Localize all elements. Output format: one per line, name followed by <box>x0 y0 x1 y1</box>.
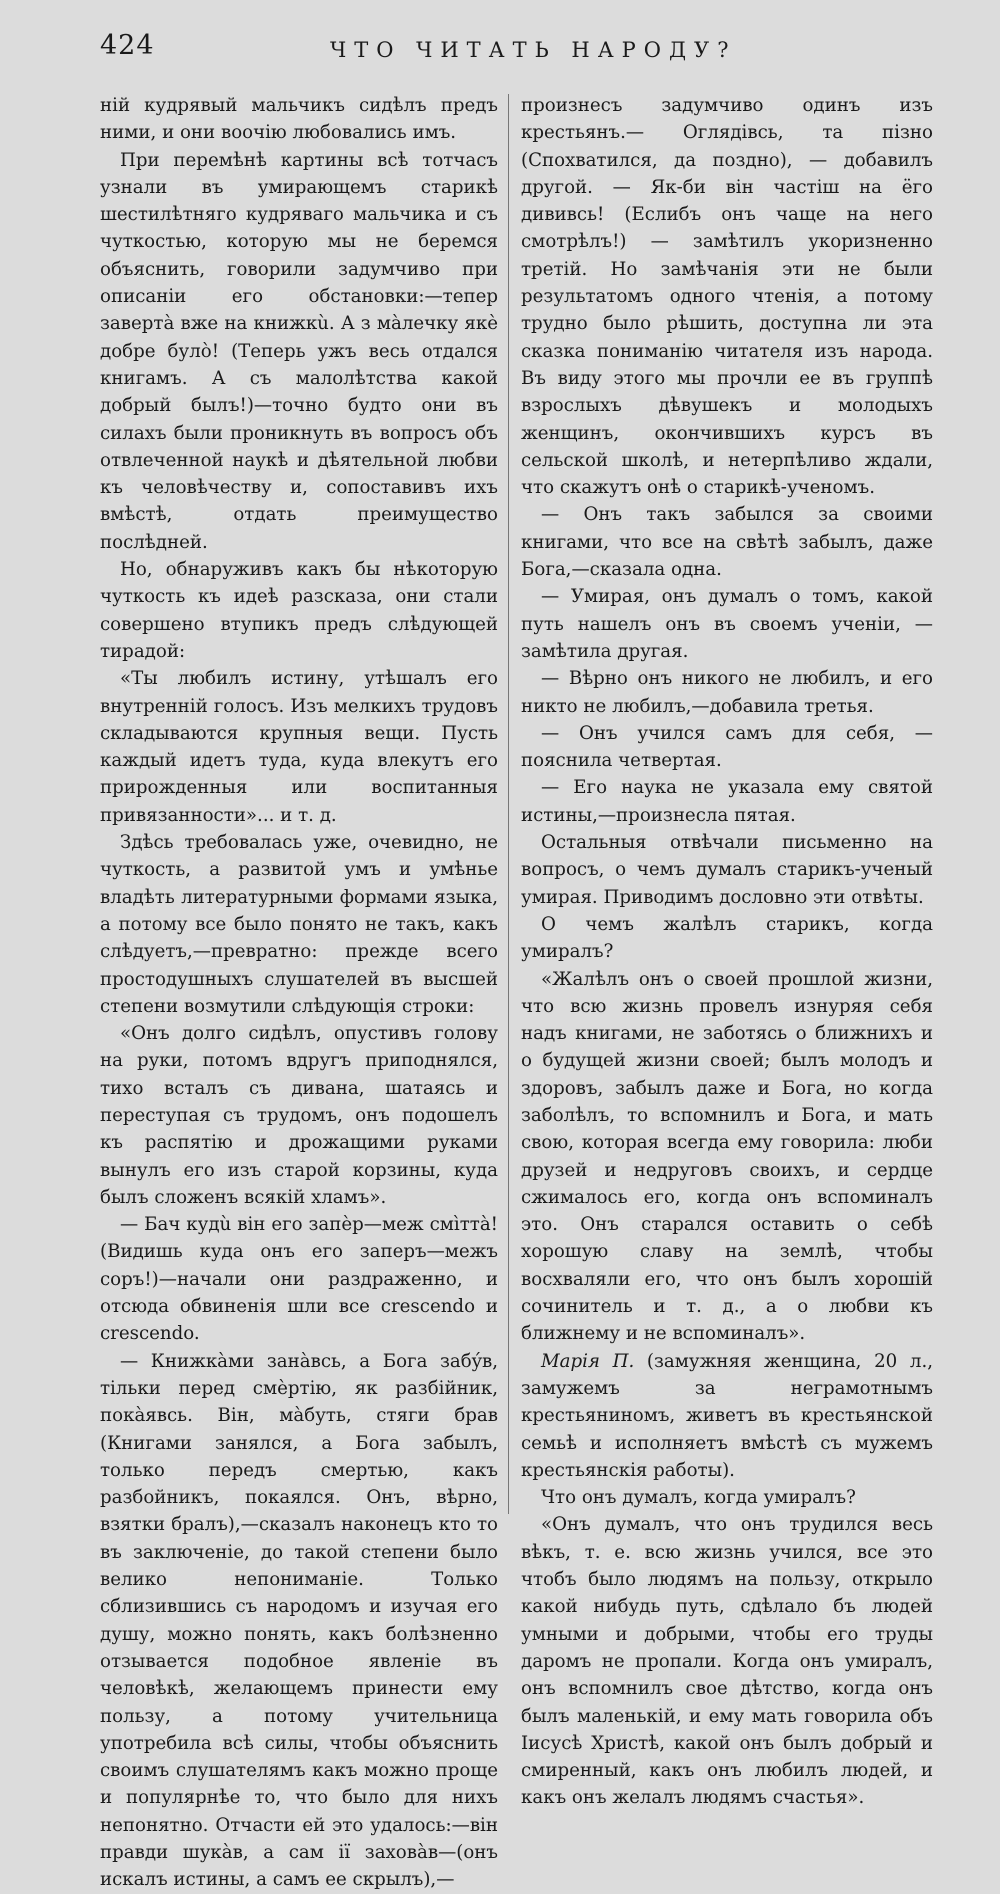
paragraph <box>521 665 933 720</box>
right-column <box>521 92 933 1812</box>
paragraph <box>100 92 498 147</box>
paragraph <box>100 665 498 829</box>
paragraph <box>100 1348 498 1894</box>
paragraph <box>521 720 933 775</box>
paragraph-text: — Онъ учился самъ для себя, — пояснила четвертая. <box>521 722 933 772</box>
column-divider <box>508 94 509 1514</box>
paragraph <box>521 501 933 583</box>
paragraph-text: Остальныя отвѣчали письменно на вопросъ, о чемъ думалъ старикъ-ученый умирая. Приводимъ дословно эти отвѣты. <box>521 832 933 908</box>
paragraph-text: произнесъ задумчиво одинъ изъ крестьянъ.— Оглядівсь, та пізно (Спохватился, да поздно), — добавилъ другой. — Як-би він частіш на ёго дививсь! (Еслибъ онъ чаще на него смотрѣлъ!) — замѣтилъ укоризненно третій. Но замѣчанія эти не были результатомъ одного чтенія, а потому трудно было рѣшить, доступна ли эта сказка пониманію читателя изъ народа. Въ виду этого мы прочли ее въ группѣ взрослыхъ дѣвушекъ и молодыхъ женщинъ, окончившихъ курсъ въ сельской школѣ, и нетерпѣливо ждали, что скажутъ онѣ о старикѣ-ученомъ. <box>521 95 933 499</box>
paragraph-text: О чемъ жалѣлъ старикъ, когда умиралъ? <box>521 913 933 963</box>
signature-name: Марія П. <box>541 1350 635 1372</box>
paragraph <box>100 1211 498 1347</box>
paragraph <box>100 829 498 1020</box>
page-number: 424 <box>100 30 155 61</box>
paragraph-text: Здѣсь требовалась уже, очевидно, не чуткость, а развитой умъ и умѣнье владѣть литературными формами языка, а потому все было понято не такъ, какъ слѣдуетъ,—превратно: прежде всего простодушныхъ слушателей въ высшей степени возмутили слѣдующія строки: <box>100 832 498 1017</box>
paragraph-text: — Бач кудù він его запèр—меж смìттà! (Видишь куда онъ его заперъ—межъ соръ!)—начали они раздраженно, и отсюда обвиненія шли все crescendo и crescendo. <box>100 1214 498 1345</box>
left-column <box>100 92 498 1894</box>
paragraph <box>521 1511 933 1811</box>
paragraph <box>521 92 933 501</box>
running-title: ЧТО ЧИТАТЬ НАРОДУ? <box>330 38 737 62</box>
paragraph-text: «Ты любилъ истину, утѣшалъ его внутренній голосъ. Изъ мелкихъ трудовъ складываются крупныя вещи. Пусть каждый идетъ туда, куда влекутъ его прирожденныя или воспитанныя привязанности»... и т. д. <box>100 668 498 826</box>
paragraph <box>521 966 933 1348</box>
paragraph-text: — Его наука не указала ему святой истины,—произнесла пятая. <box>521 777 933 826</box>
paragraph-text: ній кудрявый мальчикъ сидѣлъ предъ ними, и они воочію любовались имъ. <box>100 95 498 144</box>
paragraph-text: (замужняя женщина, 20 л., замужемъ за неграмотнымъ крестьяниномъ, живетъ въ крестьянской семьѣ и исполняетъ вмѣстѣ съ мужемъ крестьянскія работы). <box>521 1350 934 1481</box>
paragraph <box>100 1020 498 1211</box>
paragraph-text: «Онъ долго сидѣлъ, опустивъ голову на руки, потомъ вдругъ приподнялся, тихо всталъ съ дивана, шатаясь и переступая съ трудомъ, онъ подошелъ къ распятію и дрожащими руками вынулъ его изъ старой корзины, куда былъ сложенъ всякій хламъ». <box>100 1023 498 1208</box>
paragraph-text: Что онъ думалъ, когда умиралъ? <box>541 1487 856 1509</box>
paragraph <box>521 911 933 966</box>
paragraph <box>521 1348 933 1484</box>
paragraph-text: — Онъ такъ забылся за своими книгами, что все на свѣтѣ забылъ, даже Бога,—сказала одна. <box>521 504 933 581</box>
paragraph-text: — Вѣрно онъ никого не любилъ, и его никто не любилъ,—добавила третья. <box>521 668 933 717</box>
paragraph-text: «Жалѣлъ онъ о своей прошлой жизни, что всю жизнь провелъ изнуряя себя надъ книгами, не заботясь о ближнихъ и о будущей жизни своей; былъ молодъ и здоровъ, забылъ даже и Бога, но когда заболѣлъ, то вспомнилъ и Бога, и мать свою, которая всегда ему говорила: люби друзей и недруговъ своихъ, и сердце сжималось его, когда онъ вспоминалъ это. Онъ старался оставить о себѣ хорошую славу на землѣ, чтобы восхваляли его, что онъ былъ хорошій сочинитель и т. д., а о любви къ ближнему и не вспоминалъ». <box>521 968 933 1345</box>
paragraph-text: — Умирая, онъ думалъ о томъ, какой путь нашелъ онъ въ своемъ ученіи, — замѣтила другая. <box>521 586 933 662</box>
paragraph <box>521 583 933 665</box>
paragraph-text: При перемѣнѣ картины всѣ тотчасъ узнали въ умирающемъ старикѣ шестилѣтняго кудряваго мальчика и съ чуткостью, которую мы не беремся объяснить, говорили задумчиво при описаніи его обстановки:—тепер завертà вже на книжкù. А з мàлечку якѐ добре булò! (Теперь ужъ весь отдался книгамъ. А съ малолѣтства какой добрый былъ!)—точно будто они въ силахъ были проникнуть въ вопросъ объ отвлеченной наукѣ и дѣятельной любви къ человѣчеству и, сопоставивъ ихъ вмѣстѣ, отдать преимущество послѣдней. <box>100 149 498 553</box>
paragraph <box>521 1484 933 1511</box>
paragraph <box>100 556 498 665</box>
paragraph-text: — Книжкàми занàвсь, а Бога забýв, тільки перед смèртію, як разбійник, покàявсь. Він, мàбуть, стяги брав (Книгами занялся, а Бога забылъ, только передъ смертью, какъ разбойникъ, покаялся. Онъ, вѣрно, взятки бралъ),—сказалъ наконецъ кто то въ заключеніе, до такой степени было велико непониманіе. Только сблизившись съ народомъ и изучая его душу, можно понять, какъ болѣзненно отзывается подобное явленіе въ человѣкѣ, желающемъ принести ему пользу, а потому учительница употребила всѣ силы, чтобы объяснить своимъ слушателямъ какъ можно проще и популярнѣе то, что было для нихъ непонятно. Отчасти ей это удалось:—він правди шукàв, а сам ії заховàв—(онъ искалъ истины, а самъ ее скрылъ),— <box>100 1350 498 1891</box>
paragraph <box>521 774 933 829</box>
paragraph-text: Но, обнаруживъ какъ бы нѣкоторую чуткость къ идеѣ разсказа, они стали совершено втупикъ предъ слѣдующей тирадой: <box>100 559 498 662</box>
paragraph-text: «Онъ думалъ, что онъ трудился весь вѣкъ, т. е. всю жизнь учился, все это чтобъ было людямъ на пользу, открыло какой нибудь путь, сдѣлало бъ людей умными и добрыми, чтобы его труды даромъ не пропали. Когда онъ умиралъ, онъ вспомнилъ свое дѣтство, когда онъ былъ маленькій, и ему мать говорила объ Іисусѣ Христѣ, какой онъ былъ добрый и смиренный, какъ онъ любилъ людей, и какъ онъ желалъ людямъ счастья». <box>521 1514 933 1809</box>
paragraph <box>521 829 933 911</box>
paragraph <box>100 147 498 556</box>
